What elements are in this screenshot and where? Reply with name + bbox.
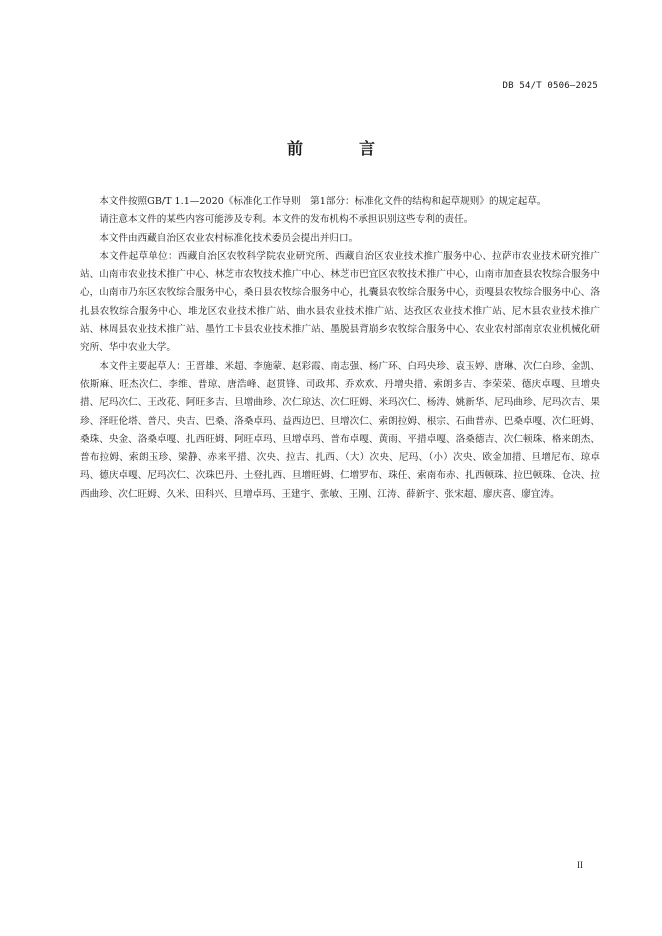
paragraph-drafting-units: 本文件起草单位：西藏自治区农牧科学院农业研究所、西藏自治区农业技术推广服务中心、拉萨市农业技术研究推广站、山南市农业技术推广中心、林芝市农牧技术推广中心、林芝市巴宜区农牧技术推广中心，山南市加查县农牧综合服务中心，山南市乃东区农牧综合服务中心，桑日县农牧综合服务中心，扎囊县农牧综合服务中心，贡嘎县农牧综合服务中心、洛扎县农牧综合服务中心、堆龙区农业技术推广站、曲水县农业技术推广站、达孜区农业技术推广站、尼木县农业技术推广站、林周县农业技术推广站、墨竹工卡县农业技术推广站、墨脱县背崩乡农牧综合服务中心、农业农村部南京农业机械化研究所、华中农业大学。 (80, 250, 600, 354)
foreword-body (80, 193, 600, 504)
paragraph-drafting-rules: 本文件按照GB/T 1.1—2020《标准化工作导则 第1部分：标准化文件的结构和起草规则》的规定起草。 (99, 196, 547, 207)
paragraph-patent-notice: 请注意本文件的某些内容可能涉及专利。本文件的发布机构不承担识别这些专利的责任。 (99, 214, 474, 226)
paragraph-drafters: 本文件主要起草人：王晋雄、米超、李施蒙、赵彩霞、南志强、杨广环、白玛央珍、袁玉婷、唐琳、次仁白珍、金凯、依斯麻、旺杰次仁、李维、普琼、唐浩峰、赵贯锋、司政邦、乔欢欢、丹增央措、索朗多吉、李荣荣、德庆卓嘎、旦增央措、尼玛次仁、王改花、阿旺多吉、旦增曲珍、次仁琼达、次仁旺姆、米玛次仁、杨涛、姚新华、尼玛曲珍、尼玛次吉、果珍、泽旺伦塔、普尺、央吉、巴桑、洛桑卓玛、益西边巴、旦增次仁、索朗拉姆、根宗、石曲普赤、巴桑卓嘎、次仁旺姆、桑珠、央金、洛桑卓嘎、扎西旺姆、阿旺卓玛、旦增卓玛、普布卓嘎、黄雨、平措卓嘎、洛桑德吉、次仁顿珠、格来朗杰、普布拉姆、索朗玉珍、梁静、赤来平措、次央、拉吉、扎西、（大）次央、尼玛、（小）次央、欧金加措、旦增尼布、琼卓玛、德庆卓嘎、尼玛次仁、次珠巴丹、土登扎西、旦增旺姆、仁增罗布、珠任、索南布赤、扎西顿珠、拉巴顿珠、仓决、拉西曲珍、次仁旺姆、久米、田科兴、旦增卓玛、王建宇、张敏、王刚、江涛、薛新宇、张宋超、廖庆喜、廖宜涛。 (80, 360, 600, 500)
page-number: II (577, 860, 583, 870)
standard-number: DB 54/T 0506—2025 (502, 81, 598, 91)
paragraph-proposer: 本文件由西藏自治区农业农村标准化技术委员会提出并归口。 (99, 232, 359, 244)
page-title: 前 言 (286, 139, 395, 158)
